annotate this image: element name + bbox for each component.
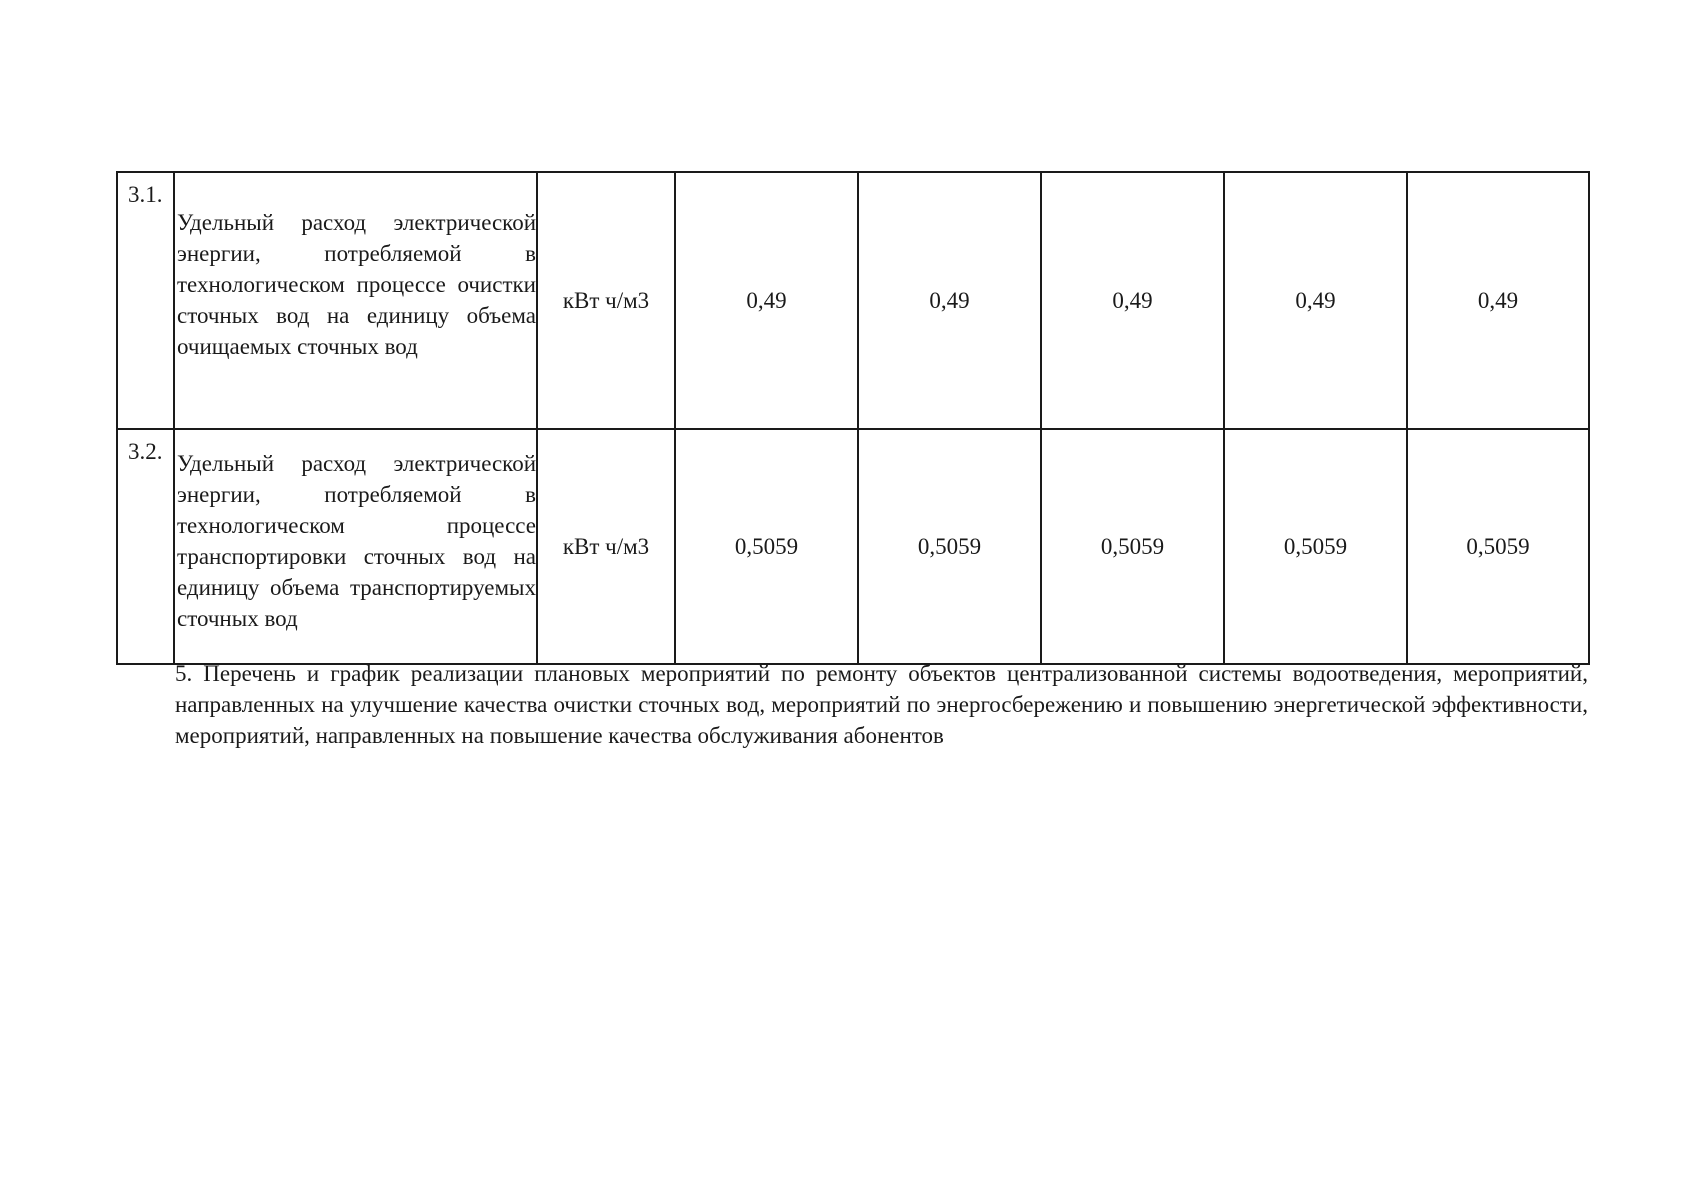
row-description-text: Удельный расход электрической энергии, потребляемой в технологическом процессе очистки сточных вод на единицу объема очищаемых сточных вод bbox=[177, 210, 536, 359]
row-description bbox=[174, 172, 537, 429]
row-value: 0,5059 bbox=[858, 429, 1041, 664]
row-description-text: Удельный расход электрической энергии, потребляемой в технологическом процессе транспортировки сточных вод на единицу объема транспортируемых сточных вод bbox=[177, 451, 536, 631]
row-value: 0,49 bbox=[1224, 172, 1407, 429]
row-description bbox=[174, 429, 537, 664]
row-value: 0,5059 bbox=[1407, 429, 1589, 664]
table-row bbox=[117, 172, 1589, 429]
row-number: 3.2. bbox=[117, 429, 174, 664]
indicators-table bbox=[116, 171, 1590, 665]
row-value: 0,49 bbox=[1407, 172, 1589, 429]
row-value: 0,49 bbox=[675, 172, 858, 429]
table-row bbox=[117, 429, 1589, 664]
row-unit: кВт ч/м3 bbox=[537, 172, 675, 429]
row-number: 3.1. bbox=[117, 172, 174, 429]
row-unit: кВт ч/м3 bbox=[537, 429, 675, 664]
row-value: 0,5059 bbox=[1041, 429, 1224, 664]
row-value: 0,49 bbox=[1041, 172, 1224, 429]
section-5-heading: 5. Перечень и график реализации плановых мероприятий по ремонту объектов централизованной системы водоотведения, мероприятий, направленных на улучшение качества очистки сточных вод, мероприятий по энергосбережению и повышению энергетической эффективности, мероприятий, направленных на повышение качества обслуживания абонентов bbox=[175, 661, 1588, 748]
row-value: 0,5059 bbox=[675, 429, 858, 664]
row-value: 0,5059 bbox=[1224, 429, 1407, 664]
row-value: 0,49 bbox=[858, 172, 1041, 429]
